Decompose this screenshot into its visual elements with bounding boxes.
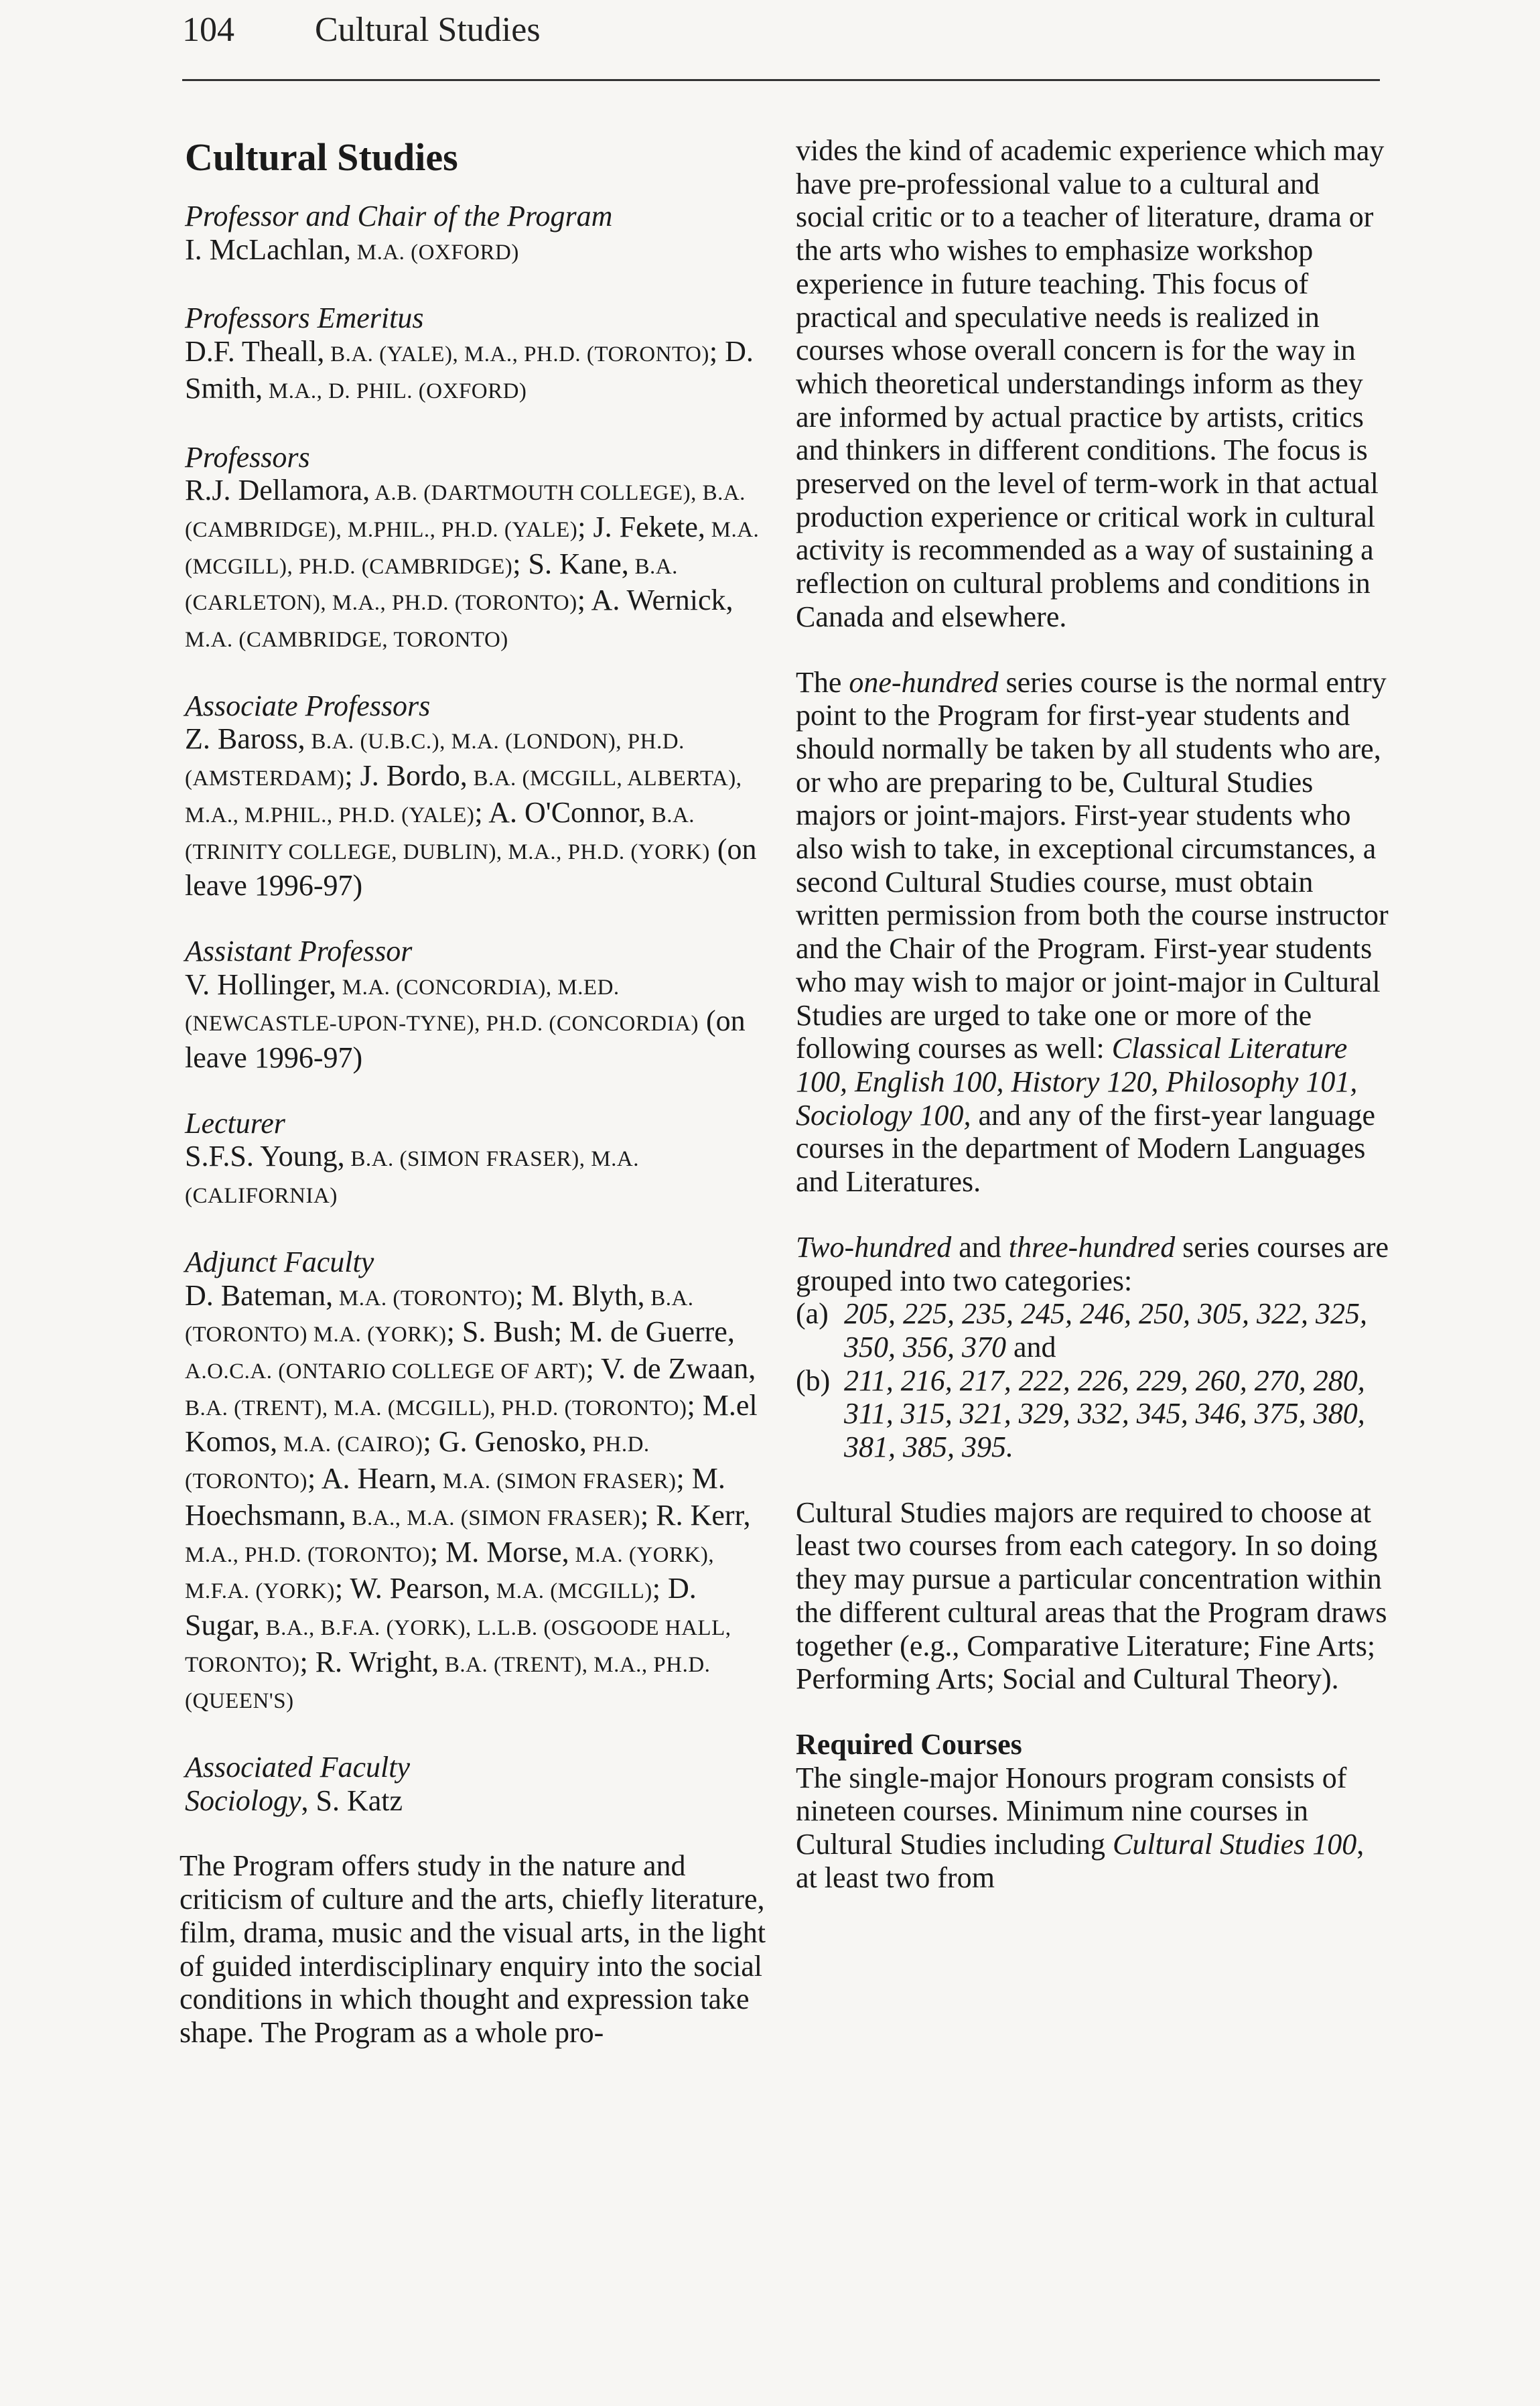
faculty-name: Z. Baross, (185, 722, 305, 756)
faculty-role: Professors Emeritus (185, 302, 424, 335)
faculty-name: S.F.S. Young, (185, 1140, 345, 1173)
separator: ; (676, 1462, 692, 1495)
faculty-degrees: B.A. (TRENT), M.A., PH.D. (QUEEN'S) (185, 1652, 711, 1714)
faculty-degrees: M.A. (CAMBRIDGE, TORONTO) (185, 628, 508, 653)
faculty-name: J. Bordo, (360, 759, 468, 793)
faculty-degrees: A.O.C.A. (ONTARIO COLLEGE OF ART) (185, 1359, 586, 1384)
running-header-title: Cultural Studies (315, 11, 541, 49)
faculty-section (185, 935, 776, 1075)
separator: ; (307, 1462, 322, 1495)
faculty-degrees: M.A. (TORONTO) (333, 1286, 516, 1311)
faculty-name: M.el Komos, (185, 1388, 758, 1459)
faculty-role: Lecturer (185, 1106, 285, 1140)
separator: ; (652, 1572, 668, 1605)
majors-paragraph: Cultural Studies majors are required to choose at least two courses from each category. In so doing they may pursue a particular concentration within the different cultural areas that the Program draws together (e.g., Comparative Literature; Fine Arts; Performing Arts; Social and Cultural Theory). (796, 1495, 1387, 1696)
faculty-degrees: PH.D. (TORONTO) (185, 1432, 650, 1494)
faculty-degrees: B.A. (TORONTO) M.A. (YORK) (185, 1286, 694, 1347)
categories-paragraph: Two-hundred and three-hundred series courses are grouped into two categories: (a) 205, 225, 235, 245, 246, 250, 305, 322, 325, 350, 356, 370 and (b) 211, 216, 217, 222, 226, 229, 260, 270, 280, 311, 315, 321, 329, 332, 345, 346, 375, 380, 381, 385, 395. (796, 1231, 1392, 1464)
separator: ; (687, 1388, 703, 1422)
faculty-name: M. Hoechsmann, (185, 1462, 725, 1532)
faculty-degrees: B.A., B.F.A. (YORK), L.L.B. (OSGOODE HALL, TORONTO) (185, 1615, 731, 1677)
faculty-name: W. Pearson, (350, 1572, 491, 1605)
faculty-degrees: M.A. (CONCORDIA), M.ED. (NEWCASTLE-UPON-TYNE), PH.D. (CONCORDIA) (185, 975, 699, 1037)
faculty-list (185, 200, 776, 1719)
faculty-name: J. Fekete, (593, 510, 705, 543)
faculty-name: A. O'Connor, (488, 795, 646, 829)
separator: ; (515, 1278, 531, 1312)
faculty-members (185, 1140, 776, 1213)
faculty-degrees: M.A. (SIMON FRASER) (437, 1469, 677, 1494)
required-courses (796, 1728, 1392, 1895)
faculty-name: V. Hollinger, (185, 967, 336, 1001)
faculty-members (185, 1279, 776, 1719)
faculty-section (185, 441, 776, 657)
faculty-name: M. Blyth, (531, 1278, 645, 1312)
associated-dept: Sociology (185, 1784, 301, 1817)
required-paragraph: The single-major Honours program consists of nineteen courses. Minimum nine courses in Cultural Studies including Cultural Studies 100, at least two from (796, 1761, 1364, 1894)
separator: ; (577, 510, 593, 543)
intro-paragraph-continued: vides the kind of academic experience which may have pre-professional value to a cultural and social critic or to a teacher of literature, drama or the arts who wishes to emphasize workshop experience in future teaching. This focus of practical and speculative needs is realized in courses whose overall concern is for the way in which theoretical understandings inform as they are informed by actual practice by artists, critics and thinkers in different conditions. The focus is preserved on the level of term-work in that actual production experience or critical work in cultural activity is recommended as a way of sustaining a reflection on cultural problems and conditions in Canada and elsewhere. (796, 134, 1385, 633)
separator: ; (474, 795, 489, 829)
faculty-name: S. Bush (462, 1315, 554, 1349)
faculty-section (185, 1246, 776, 1719)
separator: ; (640, 1498, 656, 1532)
running-header (182, 9, 541, 51)
entry-paragraph: The one-hundred series course is the normal entry point to the Program for first-year students and should normally be taken by all students who are, or who are preparing to be, Cultural Studies majors or joint-majors. First-year students who also wish to take, in exceptional circumstances, a second Cultural Studies course, must obtain written permission from both the course instructor and the Chair of the Program. First-year students who may wish to major or joint-major in Cultural Studies are urged to take one or more of the following courses as well: Classical Literature 100, English 100, History 120, Philosophy 101, Sociology 100, and any of the first-year language courses in the department of Modern Languages and Literatures. (796, 665, 1389, 1199)
faculty-name: A. Wernick, (591, 584, 733, 617)
section-heading: Required Courses (796, 1727, 1022, 1761)
faculty-degrees: M.A. (MCGILL) (490, 1579, 652, 1604)
page-title: Cultural Studies (185, 135, 458, 179)
faculty-degrees: M.A. (MCGILL), PH.D. (CAMBRIDGE) (185, 517, 760, 579)
faculty-name: R. Wright, (315, 1645, 439, 1678)
faculty-name: D. Sugar, (185, 1572, 697, 1642)
faculty-name: D. Bateman, (185, 1278, 334, 1312)
intro-paragraph: The Program offers study in the nature and criticism of culture and the arts, chiefly literature, film, drama, music and the visual arts, in the light of guided interdisciplinary enquiry into the social conditions in which thought and expression take shape. The Program as a whole pro- (180, 1849, 766, 2049)
faculty-section (185, 302, 776, 408)
faculty-degrees: B.A. (TRENT), M.A. (MCGILL), PH.D. (TORONTO) (185, 1396, 687, 1420)
category-a: (a) 205, 225, 235, 245, 246, 250, 305, 322, 325, 350, 356, 370 and (796, 1297, 1367, 1363)
leave-note: (on leave 1996-97) (185, 832, 757, 903)
separator: ; (512, 547, 529, 580)
faculty-degrees: B.A., M.A. (SIMON FRASER) (346, 1506, 641, 1530)
faculty-name: R. Kerr, (656, 1498, 751, 1532)
separator: ; (423, 1425, 439, 1459)
header-rule (182, 79, 1380, 81)
faculty-role: Professors (185, 440, 310, 474)
faculty-name: M. Morse, (445, 1535, 569, 1568)
faculty-name: I. McLachlan, (185, 232, 351, 266)
separator: ; (577, 584, 591, 617)
faculty-role: Associated Faculty (185, 1751, 411, 1784)
left-column (180, 134, 776, 2082)
faculty-members (185, 335, 776, 408)
separator: ; (429, 1535, 446, 1568)
faculty-role: Associate Professors (185, 689, 431, 722)
separator: ; (344, 759, 360, 793)
faculty-section (185, 200, 776, 269)
associated-faculty (185, 1751, 776, 1817)
faculty-members (185, 474, 776, 657)
faculty-members (185, 968, 776, 1075)
associated-person: , S. Katz (301, 1784, 403, 1817)
faculty-name: R.J. Dellamora, (185, 474, 370, 507)
faculty-degrees: M.A. (YORK), M.F.A. (YORK) (185, 1542, 715, 1604)
faculty-degrees: M.A., D. PHIL. (OXFORD) (263, 379, 527, 403)
faculty-name: S. Kane, (528, 547, 629, 580)
faculty-name: M. de Guerre, (569, 1315, 735, 1349)
faculty-degrees: B.A. (YALE), M.A., PH.D. (TORONTO) (324, 342, 709, 367)
faculty-name: D. Smith, (185, 335, 754, 405)
faculty-degrees: M.A., PH.D. (TORONTO) (185, 1542, 430, 1567)
leave-note: (on leave 1996-97) (185, 1004, 746, 1075)
faculty-degrees: M.A. (CAIRO) (277, 1432, 423, 1457)
separator: ; (553, 1315, 570, 1349)
category-b: (b) 211, 216, 217, 222, 226, 229, 260, 270, 280, 311, 315, 321, 329, 332, 345, 346, 375, 380, 381, 385, 395. (796, 1363, 1365, 1464)
faculty-degrees: B.A. (U.B.C.), M.A. (LONDON), PH.D. (AMSTERDAM) (185, 730, 685, 791)
faculty-degrees: B.A. (SIMON FRASER), M.A. (CALIFORNIA) (185, 1147, 639, 1209)
separator: ; (299, 1645, 316, 1678)
faculty-name: D.F. Theall, (185, 335, 325, 369)
faculty-role: Professor and Chair of the Program (185, 200, 613, 232)
faculty-degrees: M.A. (OXFORD) (351, 240, 519, 265)
separator: ; (585, 1351, 601, 1385)
separator: ; (334, 1572, 350, 1605)
faculty-section (185, 1107, 776, 1213)
faculty-members (185, 722, 776, 903)
faculty-degrees: B.A. (TRINITY COLLEGE, DUBLIN), M.A., PH.D. (YORK) (185, 803, 710, 864)
faculty-name: G. Genosko, (438, 1425, 587, 1459)
right-column (796, 134, 1392, 1894)
faculty-name: A. Hearn, (321, 1462, 437, 1495)
faculty-members (185, 233, 776, 270)
separator: ; (709, 335, 725, 369)
faculty-role: Assistant Professor (185, 934, 413, 967)
faculty-degrees: A.B. (DARTMOUTH COLLEGE), B.A. (CAMBRIDGE), M.PHIL., PH.D. (YALE) (185, 481, 746, 542)
faculty-name: V. de Zwaan, (600, 1351, 756, 1385)
faculty-section (185, 689, 776, 903)
page-number: 104 (182, 11, 234, 49)
faculty-degrees: B.A. (CARLETON), M.A., PH.D. (TORONTO) (185, 554, 678, 616)
faculty-degrees: B.A. (MCGILL, ALBERTA), M.A., M.PHIL., PH.D. (YALE) (185, 766, 742, 827)
faculty-role: Adjunct Faculty (185, 1245, 374, 1278)
separator: ; (446, 1315, 462, 1349)
